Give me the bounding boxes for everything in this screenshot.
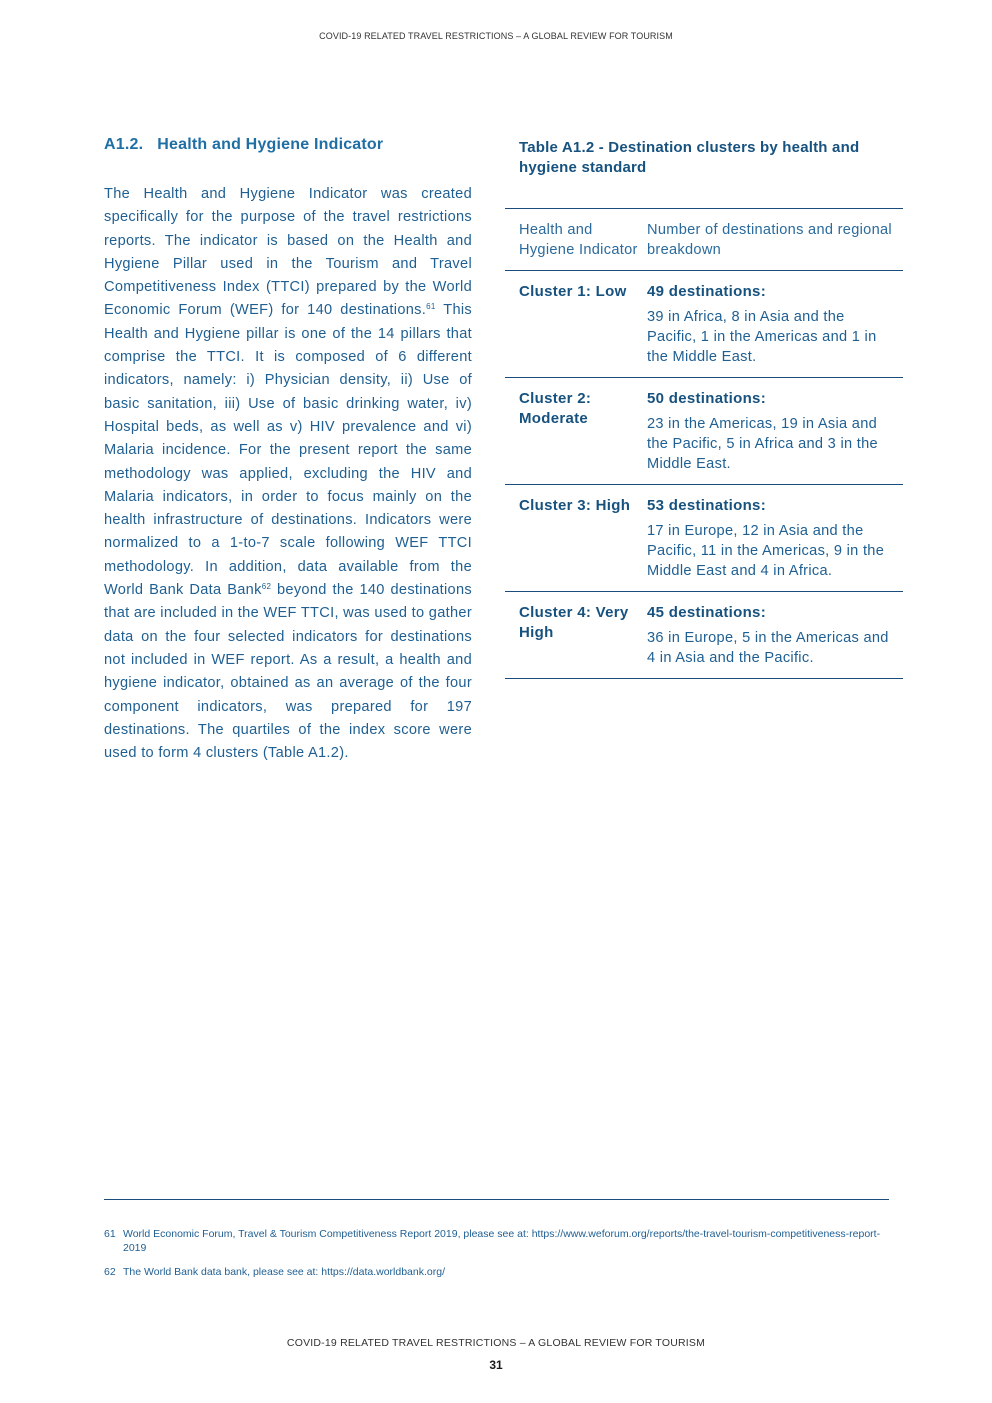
section-number: A1.2. (104, 136, 144, 153)
footnote-61 (104, 1227, 889, 1255)
paragraph-text-part1: The Health and Hygiene Indicator was created specifically for the purpose of the travel restrictions reports. The indicator is based on the Health and Hygiene Pillar used in the Tourism and Travel Competitiveness Index (TTCI) prepared by the World Economic Forum (WEF) for 140 destinations. (104, 186, 472, 319)
running-header: COVID-19 RELATED TRAVEL RESTRICTIONS – A GLOBAL REVIEW FOR TOURISM (319, 31, 673, 41)
table-row (505, 485, 903, 592)
footnotes (104, 1227, 889, 1289)
destination-count: 50 destinations: (647, 390, 766, 407)
regional-breakdown: 17 in Europe, 12 in Asia and the Pacific, 11 in the Americas, 9 in the Middle East and 4 in Africa. (647, 523, 885, 579)
footnote-divider (104, 1199, 889, 1200)
body-paragraph (104, 183, 472, 765)
column-header-indicator: Health and Hygiene Indicator (519, 222, 638, 258)
footnote-number: 61 (104, 1228, 116, 1240)
cluster-table (505, 208, 903, 679)
destination-count: 45 destinations: (647, 604, 766, 621)
cluster-label: Cluster 4: Very High (519, 604, 629, 641)
cluster-label: Cluster 2: Moderate (519, 390, 592, 427)
column-header-destinations: Number of destinations and regional breakdown (647, 222, 892, 258)
table-row (505, 378, 903, 485)
destination-count: 49 destinations: (647, 283, 766, 300)
regional-breakdown: 23 in the Americas, 19 in Asia and the Pacific, 5 in Africa and 3 in the Middle East. (647, 416, 878, 472)
footnote-ref-61[interactable]: 61 (426, 302, 436, 312)
footnote-ref-62[interactable]: 62 (261, 582, 272, 592)
table-row (505, 271, 903, 378)
cluster-label: Cluster 1: Low (519, 283, 627, 300)
cluster-label: Cluster 3: High (519, 497, 631, 514)
table-title: Table A1.2 - Destination clusters by health and hygiene standard (519, 139, 860, 176)
page-number: 31 (489, 1358, 503, 1372)
footnote-number: 62 (104, 1266, 116, 1278)
regional-breakdown: 39 in Africa, 8 in Asia and the Pacific, 1 in the Americas and 1 in the Middle East. (647, 309, 877, 365)
footnote-62 (104, 1265, 889, 1279)
section-title: Health and Hygiene Indicator (157, 136, 384, 153)
regional-breakdown: 36 in Europe, 5 in the Americas and 4 in Asia and the Pacific. (647, 630, 889, 666)
section-heading (104, 136, 383, 154)
footnote-text[interactable]: World Economic Forum, Travel & Tourism Competitiveness Report 2019, please see at: https://www.weforum.org/reports/the-travel-tourism-competitiveness-report-2019 (123, 1228, 881, 1254)
table-row (505, 592, 903, 679)
table-header-row (505, 209, 903, 271)
running-footer: COVID-19 RELATED TRAVEL RESTRICTIONS – A GLOBAL REVIEW FOR TOURISM (286, 1337, 706, 1349)
footnote-text[interactable]: The World Bank data bank, please see at: https://data.worldbank.org/ (123, 1266, 445, 1278)
paragraph-text-part2: This Health and Hygiene pillar is one of the 14 pillars that comprise the TTCI. It is composed of 6 different indicators, namely: i) Physician density, ii) Use of basic sanitation, iii) Use of basic drinking water, iv) Hospital beds, as well as v) HIV prevalence and vi) Malaria incidence. For the present report the same methodology was applied, excluding the HIV and Malaria indicators, in order to focus mainly on the health infrastructure of destinations. Indicators were normalized to a 1-to-7 scale following WEF TTCI methodology. In addition, data available from the World Bank Data Bank (104, 302, 472, 599)
paragraph-text-part3: beyond the 140 destinations that are included in the WEF TTCI, was used to gather data on the four selected indicators for destinations not included in WEF report. As a result, a health and hygiene indicator, obtained as an average of the four component indicators, was prepared for 197 destinations. The quartiles of the index score were used to form 4 clusters (Table A1.2). (104, 582, 472, 762)
destination-count: 53 destinations: (647, 497, 766, 514)
